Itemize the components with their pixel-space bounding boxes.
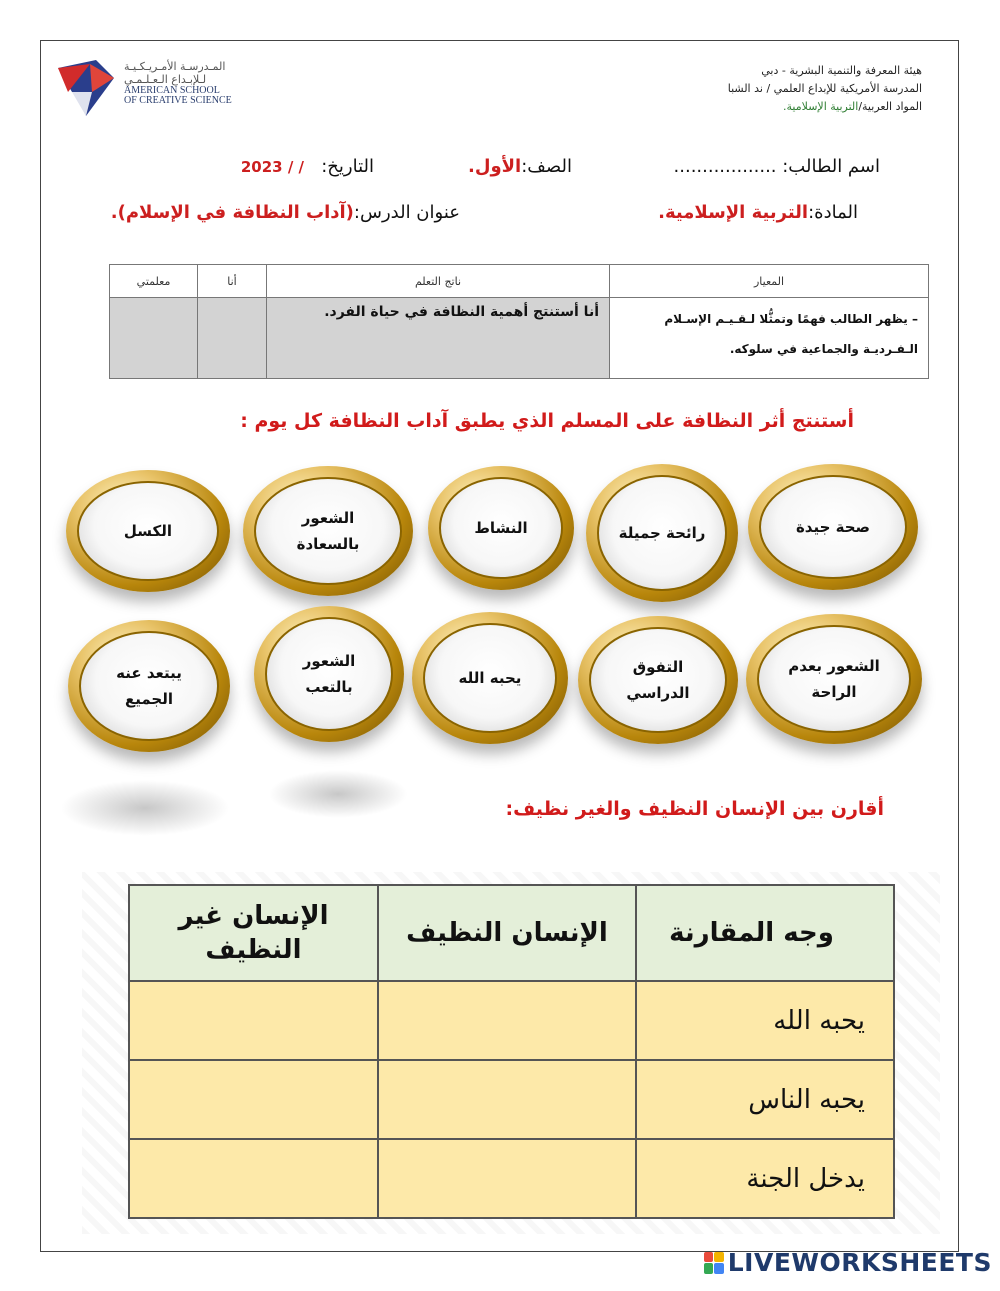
self-assessment-cell[interactable]	[198, 298, 267, 379]
ring-label: النشاط	[474, 519, 528, 537]
answer-cell-clean[interactable]	[378, 1060, 636, 1139]
liveworksheets-icon	[704, 1252, 724, 1274]
drop-zone-shadow	[268, 770, 408, 818]
header-teacher: معلمتي	[110, 265, 198, 298]
ring-label: الكسل	[123, 522, 173, 540]
header-self: أنا	[198, 265, 267, 298]
student-name-field[interactable]: اسم الطالب: ..................	[673, 156, 880, 177]
ring-label: الشعور بالسعادة	[296, 509, 360, 553]
liveworksheets-logo: LIVEWORKSHEETS	[704, 1248, 992, 1277]
ring-label: يحبه الله	[458, 669, 522, 687]
subject-field: المادة:التربية الإسلامية.	[658, 202, 858, 223]
answer-cell-unclean[interactable]	[129, 981, 378, 1060]
section2-title: أقارن بين الإنسان النظيف والغير نظيف:	[505, 798, 884, 820]
answer-cell-unclean[interactable]	[129, 1060, 378, 1139]
comparison-table	[128, 884, 895, 1219]
answer-cell-unclean[interactable]	[129, 1139, 378, 1218]
ring-option[interactable]	[748, 464, 918, 590]
answer-cell-clean[interactable]	[378, 1139, 636, 1218]
comparison-row-label: يحبه الله	[636, 981, 894, 1060]
ring-label: يبتعد عنه الجميع	[116, 664, 182, 708]
school-name-arabic: المـدرسـة الأمـريـكـيـة لـلإبـداع الـعـلـمـي	[124, 60, 226, 86]
ring-label: الشعور بعدم الراحة	[788, 657, 880, 701]
header-unclean-person: الإنسان غير النظيف	[129, 885, 378, 981]
ring-label: رائحة جميلة	[618, 524, 706, 542]
lesson-title: عنوان الدرس:(آداب النظافة في الإسلام).	[110, 202, 460, 223]
answer-cell-clean[interactable]	[378, 981, 636, 1060]
ring-option[interactable]	[746, 614, 922, 744]
criteria-table	[109, 264, 929, 379]
ring-option[interactable]	[254, 606, 404, 742]
outcome-text: أنا أستنتج أهمية النظافة في حياة الفرد.	[267, 298, 610, 379]
header-comparison-aspect: وجه المقارنة	[636, 885, 894, 981]
comparison-row-label: يدخل الجنة	[636, 1139, 894, 1218]
ring-option[interactable]	[68, 620, 230, 752]
ring-option[interactable]	[66, 470, 230, 592]
school-name-english: AMERICAN SCHOOL OF CREATIVE SCIENCE	[124, 85, 232, 106]
header-criterion: المعيار	[610, 265, 929, 298]
header-authority: هيئة المعرفة والتنمية البشرية - دبي المدرسة الأمريكية للإبداع العلمي / ند الشبا المواد العربية/التربية الإسلامية.	[727, 64, 922, 113]
header-clean-person: الإنسان النظيف	[378, 885, 636, 981]
ring-label: الشعور بالتعب	[302, 652, 356, 696]
grade-field: الصف:الأول.	[467, 156, 572, 177]
ring-option[interactable]	[412, 612, 568, 744]
ring-option[interactable]	[578, 616, 738, 744]
criterion-text: – يظهر الطالب فهمًا وتمثُّلا لـقـيـم الإسـلام الـفـرديـة والجماعية في سلوكه.	[610, 298, 929, 379]
ring-option[interactable]	[428, 466, 574, 590]
comparison-row-label: يحبه الناس	[636, 1060, 894, 1139]
drop-zone-shadow	[60, 780, 230, 836]
ring-option[interactable]	[586, 464, 738, 602]
header-outcome: ناتج التعلم	[267, 265, 610, 298]
date-field[interactable]: التاريخ: / / 2023	[240, 156, 374, 177]
school-logo	[56, 58, 116, 118]
ring-option[interactable]	[243, 466, 413, 596]
teacher-assessment-cell[interactable]	[110, 298, 198, 379]
ring-label: التفوق الدراسي	[626, 658, 690, 702]
section1-title: أستنتج أثر النظافة على المسلم الذي يطبق آداب النظافة كل يوم :	[240, 410, 854, 432]
ring-label: صحة جيدة	[795, 518, 871, 536]
